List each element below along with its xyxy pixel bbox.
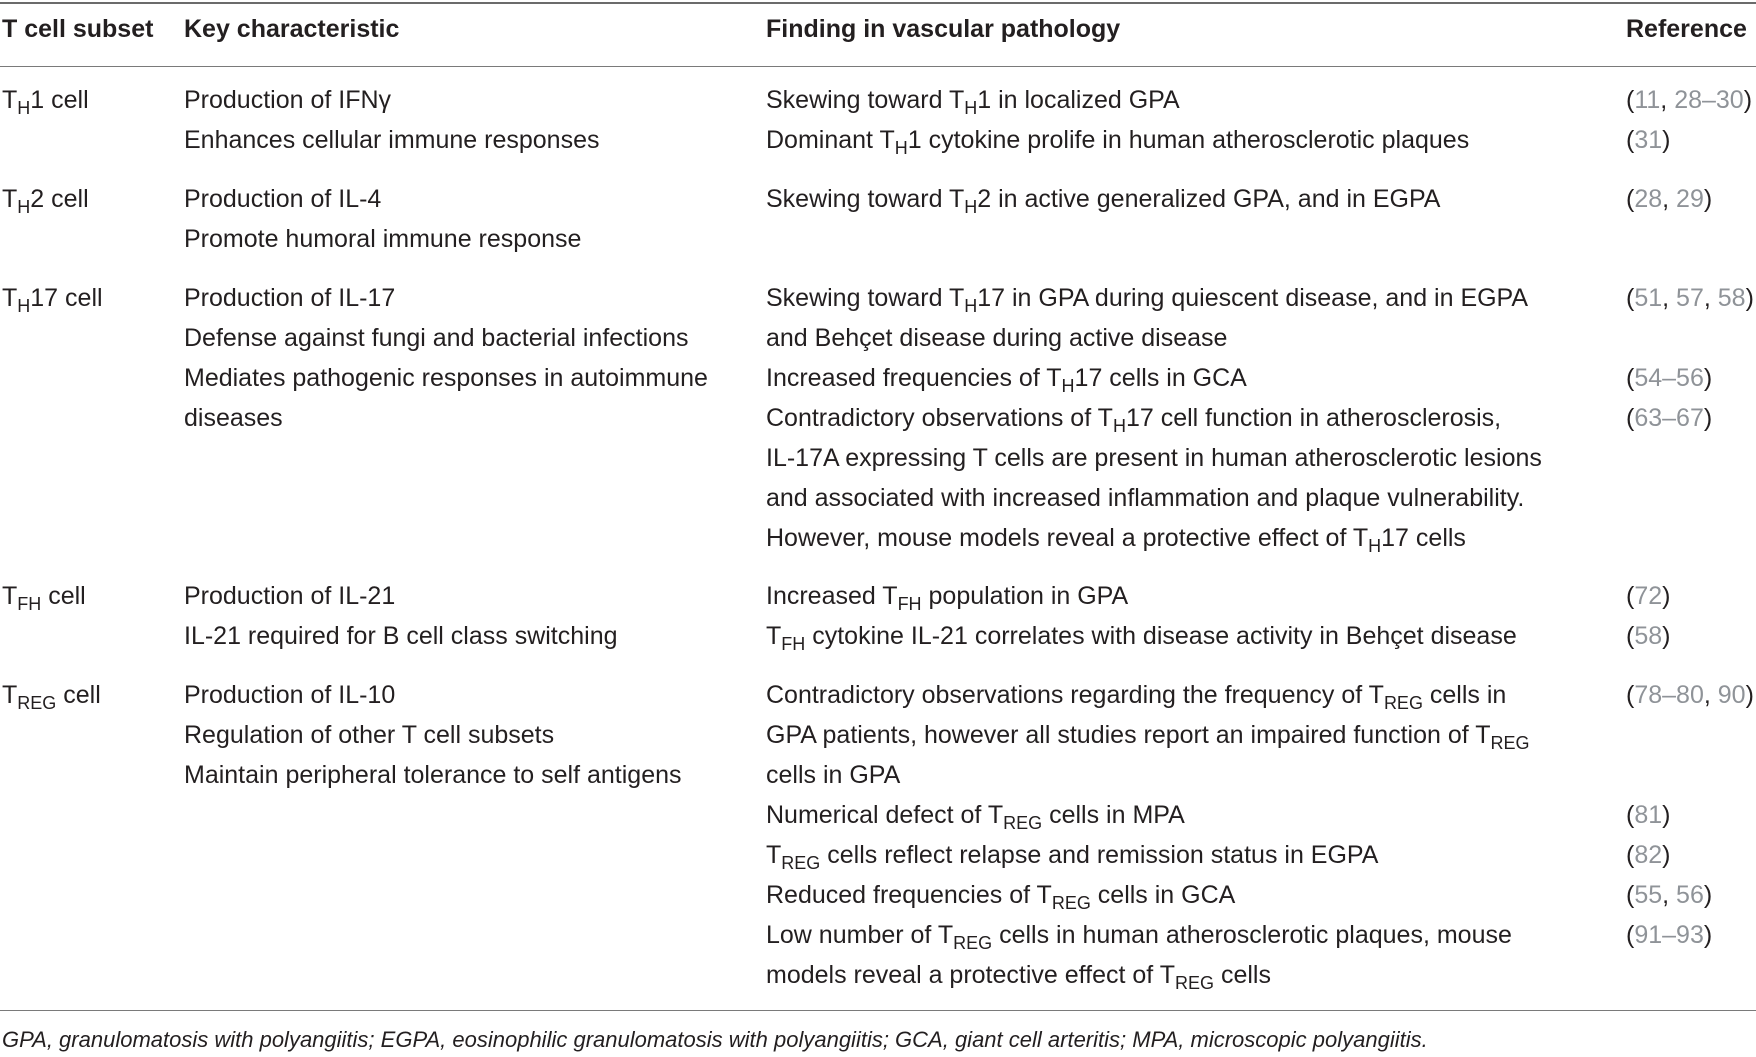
reference-cell <box>1626 616 1670 656</box>
finding-subscript: H <box>1368 536 1382 556</box>
finding-subscript: REG <box>1383 693 1423 713</box>
reference-number: 54–56 <box>1634 364 1704 392</box>
subset-cell <box>2 278 103 320</box>
finding-line <box>766 278 1528 320</box>
finding-text-after: 1 in localized GPA <box>977 86 1180 114</box>
reference-separator: , <box>1660 86 1675 114</box>
finding-line <box>766 398 1501 440</box>
reference-cell <box>1626 278 1754 318</box>
reference-paren: ) <box>1703 921 1713 949</box>
reference-number: 78–80 <box>1634 681 1704 709</box>
finding-text: GPA patients, however all studies report an impaired function of T <box>766 721 1491 749</box>
reference-number: 31 <box>1634 126 1663 154</box>
reference-number: 58 <box>1717 284 1746 312</box>
finding-text-after: cells in human atherosclerotic plaques, mouse <box>992 921 1512 949</box>
reference-paren: ) <box>1662 622 1671 650</box>
finding-line <box>766 715 1529 757</box>
reference-number: 81 <box>1634 801 1663 829</box>
finding-line <box>766 576 1128 618</box>
finding-text: Increased T <box>766 582 898 610</box>
finding-line <box>766 915 1512 957</box>
table-top-rule <box>0 2 1756 4</box>
reference-paren: ) <box>1662 801 1671 829</box>
finding-text: Numerical defect of T <box>766 801 1004 829</box>
finding-line <box>766 955 1271 997</box>
finding-subscript: H <box>1112 416 1126 436</box>
reference-number: 28–30 <box>1674 86 1744 114</box>
finding-line <box>766 120 1469 162</box>
reference-paren: ( <box>1626 582 1635 610</box>
subset-subscript: H <box>17 197 31 217</box>
reference-paren: ) <box>1703 185 1713 213</box>
reference-cell <box>1626 80 1752 120</box>
reference-paren: ( <box>1626 921 1635 949</box>
finding-text: Reduced frequencies of T <box>766 881 1052 909</box>
finding-text: and associated with increased inflammation and plaque vulnerability. <box>766 484 1525 512</box>
reference-cell <box>1626 358 1712 398</box>
finding-line <box>766 80 1180 122</box>
finding-text-after: 2 in active generalized GPA, and in EGPA <box>977 185 1441 213</box>
finding-line <box>766 179 1440 221</box>
reference-cell <box>1626 398 1712 438</box>
characteristic-line: Production of IL-4 <box>184 185 382 213</box>
subset-subscript: H <box>17 296 31 316</box>
subset-base: T <box>2 582 18 610</box>
finding-text-after: cells <box>1214 961 1271 989</box>
reference-cell <box>1626 675 1754 715</box>
reference-number: 90 <box>1717 681 1746 709</box>
subset-subscript: REG <box>17 693 57 713</box>
reference-paren: ) <box>1703 881 1713 909</box>
reference-paren: ( <box>1626 404 1635 432</box>
finding-text-after: 1 cytokine prolife in human atherosclerotic plaques <box>907 126 1470 154</box>
reference-separator: , <box>1703 284 1718 312</box>
finding-subscript: H <box>1061 376 1075 396</box>
subset-cell <box>2 179 89 221</box>
reference-paren: ( <box>1626 364 1635 392</box>
finding-text-after: cells in MPA <box>1042 801 1185 829</box>
characteristic-line: Regulation of other T cell subsets <box>184 721 555 749</box>
finding-text: cells in GPA <box>766 761 901 789</box>
reference-number: 11 <box>1634 86 1661 114</box>
finding-subscript: REG <box>1051 893 1091 913</box>
finding-text-after: 17 cells in GCA <box>1074 364 1247 392</box>
reference-cell <box>1626 835 1670 875</box>
finding-text: Low number of T <box>766 921 954 949</box>
finding-line <box>766 795 1185 837</box>
reference-paren: ) <box>1662 126 1671 154</box>
finding-text: However, mouse models reveal a protective effect of T <box>766 524 1369 552</box>
finding-line <box>766 358 1247 400</box>
characteristic-line: IL-21 required for B cell class switching <box>184 622 618 650</box>
finding-line <box>766 875 1235 917</box>
finding-subscript: H <box>964 98 978 118</box>
reference-number: 57 <box>1676 284 1704 312</box>
reference-paren: ) <box>1745 681 1754 709</box>
subset-base: T <box>2 185 18 213</box>
reference-paren: ) <box>1662 582 1671 610</box>
subset-base: T <box>2 284 18 312</box>
finding-subscript: REG <box>781 853 821 873</box>
finding-subscript: REG <box>1003 813 1043 833</box>
reference-separator: , <box>1662 284 1677 312</box>
subset-suffix: 2 cell <box>30 185 89 213</box>
finding-subscript: REG <box>1175 973 1215 993</box>
reference-paren: ) <box>1745 284 1754 312</box>
reference-paren: ( <box>1626 841 1635 869</box>
reference-number: 51 <box>1634 284 1663 312</box>
finding-subscript: H <box>894 138 908 158</box>
reference-number: 82 <box>1634 841 1663 869</box>
reference-paren: ) <box>1703 404 1713 432</box>
reference-number: 28 <box>1634 185 1663 213</box>
characteristic-line: Promote humoral immune response <box>184 225 582 253</box>
reference-number: 55 <box>1634 881 1663 909</box>
finding-subscript: REG <box>1490 733 1530 753</box>
reference-number: 72 <box>1634 582 1663 610</box>
finding-subscript: H <box>964 197 978 217</box>
subset-suffix: 1 cell <box>30 86 89 114</box>
reference-paren: ( <box>1626 622 1635 650</box>
reference-paren: ( <box>1626 126 1635 154</box>
table-bottom-rule <box>0 1010 1756 1011</box>
finding-text: Contradictory observations of T <box>766 404 1113 432</box>
finding-subscript: FH <box>897 594 922 614</box>
reference-number: 56 <box>1676 881 1704 909</box>
reference-separator: , <box>1703 681 1718 709</box>
subset-subscript: H <box>17 98 31 118</box>
finding-text-after: population in GPA <box>921 582 1129 610</box>
finding-line <box>766 755 900 795</box>
header-characteristic: Key characteristic <box>184 15 400 43</box>
characteristic-line: Production of IL-21 <box>184 582 396 610</box>
characteristic-line: Enhances cellular immune responses <box>184 126 600 154</box>
finding-text: Skewing toward T <box>766 284 965 312</box>
finding-text: and Behçet disease during active disease <box>766 324 1228 352</box>
finding-text: Dominant T <box>766 126 895 154</box>
finding-text-after: 17 in GPA during quiescent disease, and in EGPA <box>977 284 1529 312</box>
reference-paren: ( <box>1626 86 1635 114</box>
reference-separator: , <box>1662 185 1677 213</box>
reference-number: 29 <box>1676 185 1704 213</box>
header-rule <box>0 66 1756 67</box>
finding-text: Skewing toward T <box>766 86 965 114</box>
subset-subscript: FH <box>17 594 42 614</box>
finding-line <box>766 616 1517 658</box>
finding-text-after: 17 cell function in atherosclerosis, <box>1125 404 1502 432</box>
reference-paren: ( <box>1626 881 1635 909</box>
reference-cell <box>1626 795 1670 835</box>
finding-text-after: 17 cells <box>1381 524 1466 552</box>
subset-cell <box>2 80 89 122</box>
reference-paren: ) <box>1662 841 1671 869</box>
reference-paren: ) <box>1743 86 1753 114</box>
reference-cell <box>1626 875 1712 915</box>
reference-paren: ( <box>1626 681 1635 709</box>
reference-separator: , <box>1662 881 1677 909</box>
subset-base: T <box>2 86 18 114</box>
reference-number: 63–67 <box>1634 404 1704 432</box>
finding-line <box>766 438 1542 478</box>
header-finding: Finding in vascular pathology <box>766 15 1121 43</box>
reference-cell <box>1626 915 1712 955</box>
reference-paren: ( <box>1626 284 1635 312</box>
reference-paren: ( <box>1626 801 1635 829</box>
characteristic-line: Production of IFNγ <box>184 86 392 114</box>
finding-text-after: cells in GCA <box>1090 881 1236 909</box>
characteristic-line: Production of IL-10 <box>184 681 396 709</box>
finding-text-after: cytokine IL-21 correlates with disease activity in Behçet disease <box>805 622 1517 650</box>
reference-number: 91–93 <box>1634 921 1704 949</box>
characteristic-line: Defense against fungi and bacterial infections <box>184 324 689 352</box>
finding-line <box>766 675 1506 717</box>
subset-suffix: cell <box>56 681 101 709</box>
characteristic-line: Maintain peripheral tolerance to self antigens <box>184 761 682 789</box>
finding-subscript: FH <box>781 634 806 654</box>
finding-line <box>766 478 1524 518</box>
header-reference: Reference <box>1626 15 1747 43</box>
characteristic-line: diseases <box>184 404 283 432</box>
finding-text: T <box>766 622 782 650</box>
reference-cell <box>1626 120 1670 160</box>
finding-text-after: cells reflect relapse and remission status in EGPA <box>820 841 1379 869</box>
finding-line <box>766 835 1378 877</box>
finding-text-after: cells in <box>1422 681 1507 709</box>
reference-cell <box>1626 576 1670 616</box>
finding-text: Skewing toward T <box>766 185 965 213</box>
finding-text: models reveal a protective effect of T <box>766 961 1176 989</box>
reference-cell <box>1626 179 1712 219</box>
subset-cell <box>2 675 101 717</box>
finding-text: T <box>766 841 782 869</box>
reference-number: 58 <box>1634 622 1663 650</box>
subset-cell <box>2 576 86 618</box>
finding-line <box>766 518 1466 560</box>
subset-suffix: 17 cell <box>30 284 103 312</box>
footnote: GPA, granulomatosis with polyangiitis; EGPA, eosinophilic granulomatosis with polyangiitis; GCA, giant cell arteritis; MPA, microscopic polyangiitis. <box>2 1027 1428 1052</box>
finding-subscript: REG <box>953 933 993 953</box>
subset-suffix: cell <box>41 582 86 610</box>
finding-text: IL-17A expressing T cells are present in human atherosclerotic lesions <box>766 444 1542 472</box>
subset-base: T <box>2 681 18 709</box>
finding-text: Increased frequencies of T <box>766 364 1062 392</box>
finding-subscript: H <box>964 296 978 316</box>
characteristic-line: Mediates pathogenic responses in autoimmune <box>184 364 708 392</box>
characteristic-line: Production of IL-17 <box>184 284 396 312</box>
finding-text: Contradictory observations regarding the frequency of T <box>766 681 1384 709</box>
reference-paren: ) <box>1703 364 1713 392</box>
header-subset: T cell subset <box>2 15 154 43</box>
finding-line <box>766 318 1227 358</box>
reference-paren: ( <box>1626 185 1635 213</box>
